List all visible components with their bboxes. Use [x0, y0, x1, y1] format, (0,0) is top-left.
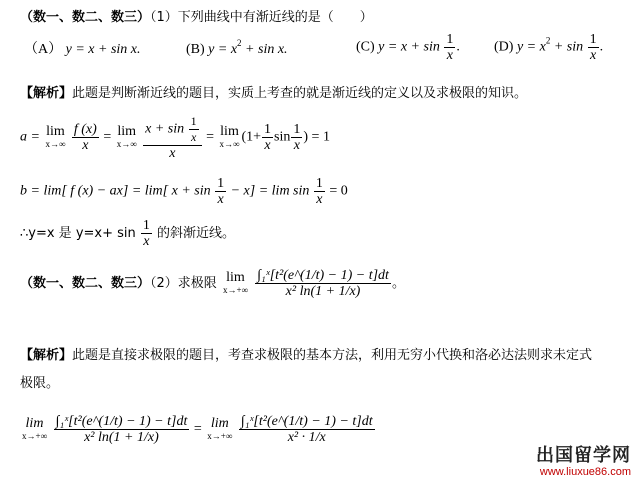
eq-b-f2-num: 1: [315, 176, 323, 191]
final-lim2: lim: [210, 415, 229, 431]
eq-b-part2: − x] = lim sin: [230, 183, 310, 199]
option-c-expr: y = x + sin: [378, 39, 440, 55]
eq-a-lim3: lim: [220, 123, 239, 139]
eq-a-fnum: f (x): [73, 122, 97, 137]
q2-tag: （数一、数二、数三）: [20, 276, 151, 291]
final-lhs-num: ∫₁ˣ[t²(e^(1/t) − 1) − t]dt: [55, 414, 188, 429]
eq-b-f2-den: x: [316, 192, 323, 207]
q2-den: x² ln(1 + 1/x): [285, 284, 361, 299]
q2-stem: （2）求极限: [150, 276, 217, 291]
eq-a-lim: lim: [46, 123, 65, 139]
option-d-den: x: [590, 48, 597, 63]
q2-final: [20, 414, 376, 445]
q2-num: ∫₁ˣ[t²(e^(1/t) − 1) − t]dt: [257, 268, 389, 283]
eq-a-inner-den: x: [190, 130, 197, 144]
logo-url: www.liuxue86.com: [539, 466, 631, 478]
q1-options: [24, 38, 141, 58]
option-d-dot: .: [599, 39, 604, 55]
final-lim1-sub: x→+∞: [22, 430, 47, 441]
eq-b-f1-num: 1: [217, 176, 225, 191]
q2-lim: lim: [226, 269, 245, 285]
site-logo: [536, 446, 631, 478]
final-lhs-den: x² ln(1 + 1/x): [84, 430, 159, 445]
option-b-exp: 2: [237, 38, 242, 48]
eq-b: [20, 176, 348, 207]
option-c-dot: .: [456, 39, 460, 55]
eq-a-inner-num: 1: [190, 114, 197, 128]
q1-stem: （1）下列曲线中有渐近线的是（ ）: [150, 10, 373, 25]
option-a-label: （A）: [24, 42, 63, 57]
q2-analysis-text: 此题是直接求极限的题目，考查求极限的基本方法，利用无穷小代换和洛必达法则求未定式: [72, 348, 593, 363]
option-c: [356, 32, 460, 63]
q1-tag: （数一、数二、数三）: [20, 10, 151, 25]
eq-b-result: = 0: [329, 183, 348, 199]
final-rhs-num: ∫₁ˣ[t²(e^(1/t) − 1) − t]dt: [240, 414, 373, 429]
eq-a-lim2: lim: [117, 123, 137, 139]
final-rhs-den: x² · 1/x: [287, 430, 326, 445]
option-d-exp: 2: [545, 35, 551, 46]
final-eq: =: [193, 421, 202, 437]
q1-analysis-tag: 【解析】: [20, 86, 73, 101]
option-b-expr2: + sin x.: [241, 42, 288, 57]
eq-a-result: = 1: [311, 129, 330, 145]
option-a-expr: y = x + sin x.: [65, 42, 141, 57]
eq-a-mid: (1+: [241, 129, 262, 145]
final-lim2-sub: x→+∞: [207, 430, 233, 441]
eq-a-lim-sub: x→∞: [45, 138, 66, 149]
q2-lim-sub: x→+∞: [222, 284, 248, 295]
eq-a-num2: x + sin: [145, 121, 185, 137]
q2-analysis-text2: 极限。: [20, 376, 60, 391]
final-lim1: lim: [25, 415, 44, 431]
option-d-num: 1: [589, 32, 597, 47]
q2-analysis-tag: 【解析】: [20, 348, 73, 363]
q2-analysis: [20, 344, 592, 363]
eq-a-f4-den: x: [293, 138, 300, 153]
conclusion-den: x: [143, 234, 150, 249]
eq-a-close: ): [303, 129, 309, 145]
eq-a: [20, 114, 330, 161]
conclusion-num: 1: [142, 218, 150, 233]
q1-conclusion: [20, 218, 235, 249]
q1-analysis-text: 此题是判断渐近线的题目，实质上考查的就是渐近线的定义以及求极限的知识。: [72, 86, 528, 101]
q1-analysis: [20, 82, 527, 101]
option-b: [186, 38, 288, 58]
eq-a-eq2: =: [206, 129, 215, 145]
q2-period: 。: [391, 276, 405, 291]
conclusion-post: 的斜渐近线。: [157, 226, 236, 241]
eq-a-lim2-sub: x→∞: [116, 138, 137, 149]
eq-a-sin: sin: [274, 129, 291, 145]
eq-a-eq1: =: [103, 129, 112, 145]
eq-b-part1: b = lim[ f (x) − ax] = lim[ x + sin: [20, 183, 211, 199]
eq-a-f3-den: x: [264, 138, 271, 153]
option-d-label: (D): [494, 39, 514, 55]
eq-a-lim3-sub: x→∞: [219, 138, 240, 149]
eq-a-f3-num: 1: [264, 122, 272, 137]
logo-name: 出国留学网: [536, 445, 631, 466]
option-d-expr2: + sin: [550, 39, 584, 55]
option-c-label: (C): [356, 39, 375, 55]
option-c-den: x: [446, 48, 453, 63]
eq-a-den2: x: [169, 146, 176, 161]
option-d: [494, 32, 603, 63]
q1-line: [20, 6, 373, 25]
option-b-label: (B): [186, 42, 205, 57]
option-d-expr: y = x: [516, 39, 546, 55]
q2-analysis-2: [20, 372, 59, 391]
eq-b-f1-den: x: [217, 192, 224, 207]
conclusion-pre: ∴y=x 是 y=x+ sin: [20, 226, 136, 241]
eq-a-lhs: a =: [20, 129, 40, 145]
option-b-expr: y = x: [208, 42, 238, 57]
eq-a-fden: x: [82, 138, 89, 153]
q2-line: [20, 268, 405, 299]
eq-a-f4-num: 1: [293, 122, 301, 137]
option-c-num: 1: [446, 32, 454, 47]
